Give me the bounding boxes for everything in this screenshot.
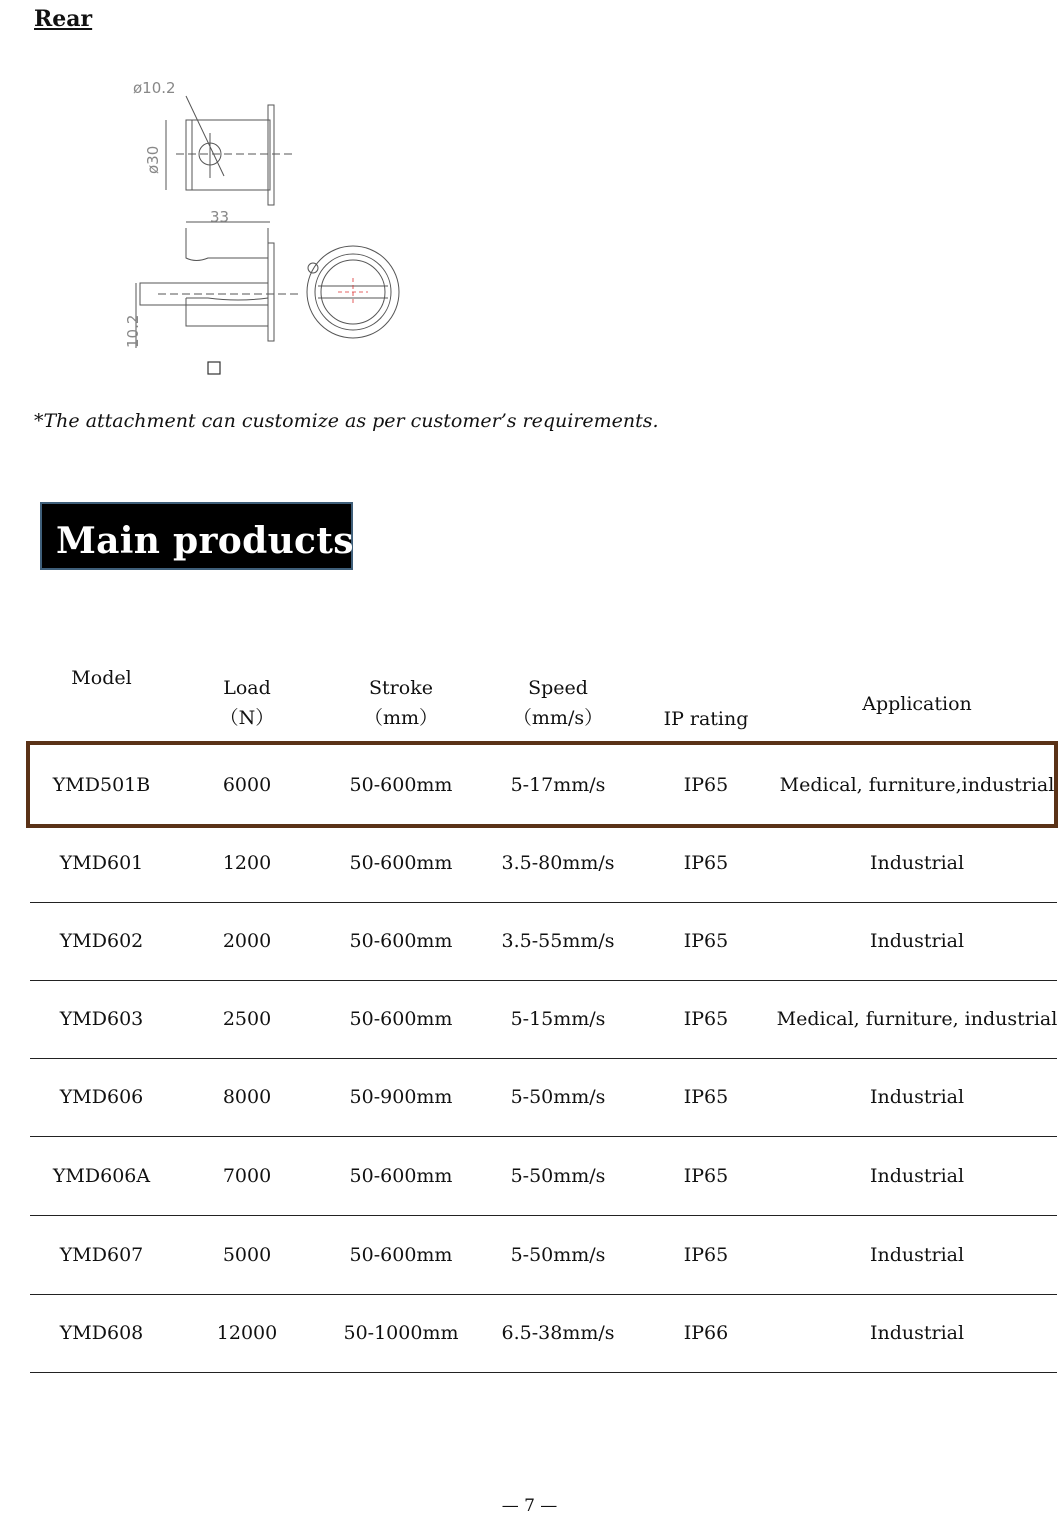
cell-ip: IP65 bbox=[683, 1086, 729, 1108]
dim-length-label: 33 bbox=[210, 208, 230, 226]
cell-stroke: 50-600mm bbox=[349, 930, 453, 952]
cell-ip: IP65 bbox=[683, 852, 729, 874]
cell-speed: 5-50mm/s bbox=[510, 1244, 606, 1266]
cell-stroke: 50-600mm bbox=[349, 774, 453, 796]
cell-load: 6000 bbox=[222, 774, 272, 796]
cell-ip: IP66 bbox=[683, 1322, 729, 1344]
main-products-banner bbox=[40, 502, 353, 570]
cell-load: 8000 bbox=[222, 1086, 272, 1108]
header-application: Application bbox=[862, 693, 972, 715]
cell-stroke: 50-600mm bbox=[349, 852, 453, 874]
cell-stroke: 50-1000mm bbox=[343, 1322, 459, 1344]
cell-load: 2500 bbox=[222, 1008, 272, 1030]
header-model: Model bbox=[71, 667, 132, 689]
cell-speed: 5-50mm/s bbox=[510, 1086, 606, 1108]
table-row bbox=[30, 1137, 1057, 1216]
cell-application: Industrial bbox=[869, 1165, 965, 1187]
cell-stroke: 50-900mm bbox=[349, 1086, 453, 1108]
cell-application: Industrial bbox=[869, 1322, 965, 1344]
table-row bbox=[30, 1058, 1057, 1137]
cell-application: Industrial bbox=[869, 1244, 965, 1266]
cell-ip: IP65 bbox=[683, 930, 729, 952]
cell-application: Industrial bbox=[869, 930, 965, 952]
header-stroke: Stroke （mm） bbox=[363, 677, 439, 729]
cell-speed: 3.5-80mm/s bbox=[501, 852, 615, 874]
cell-model: YMD606A bbox=[52, 1165, 151, 1187]
cell-load: 5000 bbox=[222, 1244, 272, 1266]
cell-load: 1200 bbox=[222, 852, 272, 874]
dim-body-label: ø30 bbox=[144, 145, 162, 174]
cell-speed: 5-15mm/s bbox=[510, 1008, 606, 1030]
header-load: Load （N） bbox=[219, 677, 275, 729]
cell-model: YMD608 bbox=[59, 1322, 144, 1344]
cell-speed: 3.5-55mm/s bbox=[501, 930, 615, 952]
section-heading-rear: Rear bbox=[34, 6, 93, 32]
table-row bbox=[30, 746, 1057, 824]
cell-model: YMD606 bbox=[59, 1086, 144, 1108]
cell-speed: 5-50mm/s bbox=[510, 1165, 606, 1187]
table-row bbox=[30, 824, 1057, 903]
cell-stroke: 50-600mm bbox=[349, 1008, 453, 1030]
cell-model: YMD602 bbox=[59, 930, 144, 952]
cell-stroke: 50-600mm bbox=[349, 1165, 453, 1187]
checkbox-square bbox=[208, 362, 220, 374]
cell-speed: 5-17mm/s bbox=[510, 774, 606, 796]
cell-model: YMD603 bbox=[59, 1008, 144, 1030]
cell-ip: IP65 bbox=[683, 1165, 729, 1187]
cell-model: YMD601 bbox=[59, 852, 144, 874]
cell-load: 2000 bbox=[222, 930, 272, 952]
table-row bbox=[30, 902, 1057, 981]
cell-application: Industrial bbox=[869, 1086, 965, 1108]
cell-ip: IP65 bbox=[683, 774, 729, 796]
dim-offset-label: 10.2 bbox=[124, 314, 142, 348]
cell-ip: IP65 bbox=[683, 1008, 729, 1030]
cell-load: 12000 bbox=[216, 1322, 278, 1344]
dim-hole-label: ø10.2 bbox=[133, 79, 176, 97]
table-row bbox=[30, 1294, 1057, 1373]
cell-ip: IP65 bbox=[683, 1244, 729, 1266]
page-number: — 7 — bbox=[501, 1496, 558, 1516]
cell-load: 7000 bbox=[222, 1165, 272, 1187]
cell-application: Industrial bbox=[869, 852, 965, 874]
table-row bbox=[30, 1216, 1057, 1295]
header-speed: Speed （mm/s） bbox=[512, 677, 604, 729]
cell-stroke: 50-600mm bbox=[349, 1244, 453, 1266]
main-products-title: Main products bbox=[56, 520, 354, 562]
rear-attachment-drawing bbox=[118, 78, 418, 383]
customization-note: *The attachment can customize as per customer’s requirements. bbox=[34, 410, 659, 432]
header-ip-rating: IP rating bbox=[663, 708, 749, 730]
cell-application: Medical, furniture,industrial bbox=[779, 774, 1055, 796]
cell-model: YMD607 bbox=[59, 1244, 144, 1266]
cell-speed: 6.5-38mm/s bbox=[501, 1322, 615, 1344]
cell-application: Medical, furniture, industrial bbox=[776, 1008, 1058, 1030]
cell-model: YMD501B bbox=[52, 774, 151, 796]
table-row bbox=[30, 980, 1057, 1059]
